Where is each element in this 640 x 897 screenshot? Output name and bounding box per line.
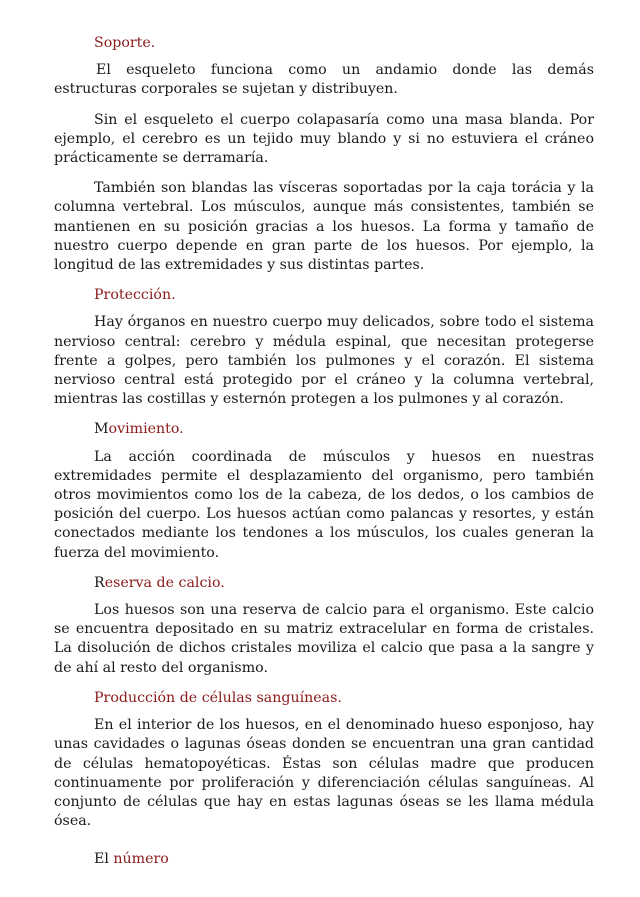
paragraph: Hay órganos en nuestro cuerpo muy delicados, sobre todo el sistema nervioso central: cerebro y médula espinal, que necesitan protegerse frente a golpes, pero también los pulmones y el corazón. El sistema nervioso central está protegido por el cráneo y la columna vertebral, mientras las costillas y esternón protegen a los pulmones y al corazón.: [54, 314, 594, 408]
section-heading-produccion-celulas: [54, 689, 594, 708]
paragraph: Sin el esqueleto el cuerpo colapasaría como una masa blanda. Por ejemplo, el cerebro es un tejido muy blando y si no estuviera el cráneo prácticamente se derramaría.: [54, 111, 594, 167]
heading-text: oporte.: [103, 35, 156, 51]
heading-initial: R: [94, 574, 105, 591]
heading-text: ovimiento.: [108, 421, 184, 438]
section-heading-movimiento: [54, 420, 594, 439]
paragraph: La acción coordinada de músculos y huesos en nuestras extremidades permite el desplazamiento del organismo, pero también otros movimientos como los de la cabeza, de los dedos, o los cambios de posición del cuerpo. Los huesos actúan como palancas y resortes, y están conectados mediante los tendones a los músculos, los cuales generan la fuerza del movimiento.: [54, 448, 594, 561]
paragraph: Los huesos son una reserva de calcio para el organismo. Este calcio se encuentra depositado en su matriz extracelular en forma de cristales. La disolución de dichos cristales moviliza el calcio que pasa a la sangre y de ahí al resto del organismo.: [54, 602, 594, 676]
paragraph: El esqueleto funciona como un andamio donde las demás estructuras corporales se sujetan y distribuyen.: [54, 62, 594, 98]
trailing-text: [94, 850, 169, 869]
paragraph: También son blandas las vísceras soportadas por la caja torácia y la columna vertebral. Los músculos, aunque más consistentes, también se mantienen en su posición gracias a los huesos. La forma y tamaño de nuestro cuerpo depende en gran parte de los huesos. Por ejemplo, la longitud de las extremidades y sus distintas partes.: [54, 180, 594, 274]
heading-text: roducción de células sanguíneas.: [103, 689, 342, 706]
heading-initial: P: [94, 287, 104, 304]
heading-initial: S: [94, 35, 104, 51]
trailing-text-prefix: El: [94, 851, 114, 867]
section-heading-reserva-calcio: [54, 574, 594, 593]
section-heading-soporte: [54, 34, 594, 53]
heading-initial: M: [94, 421, 109, 438]
heading-initial: P: [94, 689, 104, 706]
heading-text: rotección.: [103, 287, 176, 304]
heading-text: eserva de calcio.: [104, 574, 225, 591]
trailing-text-accent: número: [113, 851, 169, 867]
paragraph: En el interior de los huesos, en el denominado hueso esponjoso, hay unas cavidades o lagunas óseas donden se encuentran una gran cantidad de células hematopoyéticas. Éstas son células madre que producen continuamente por proliferación y diferenciación células sanguíneas. Al conjunto de células que hay en estas lagunas óseas se les llama médula ósea.: [54, 717, 594, 830]
section-heading-proteccion: [54, 286, 594, 305]
